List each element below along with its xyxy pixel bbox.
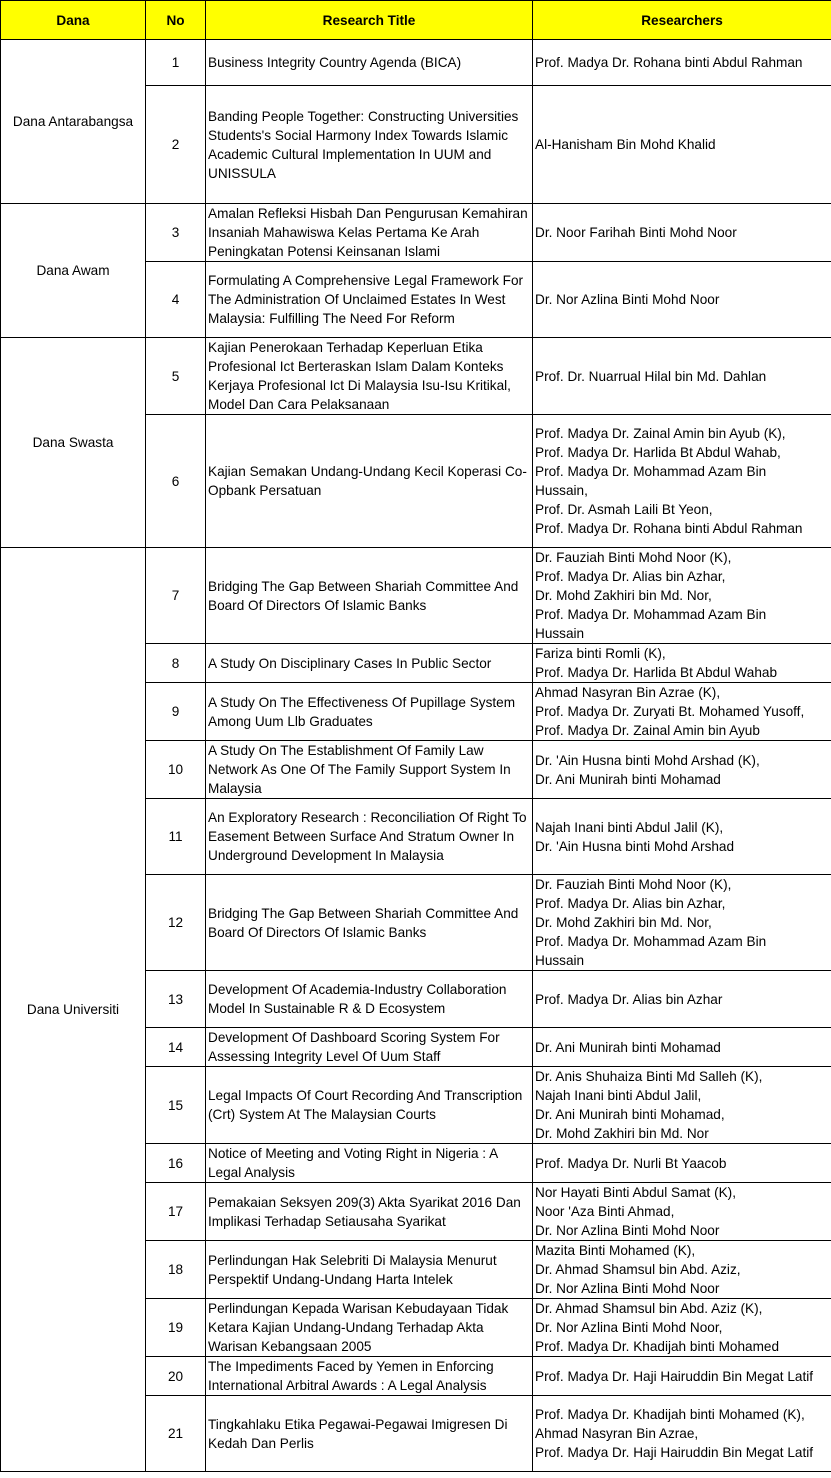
row-number-cell: 15 bbox=[146, 1067, 206, 1144]
row-number-cell: 8 bbox=[146, 644, 206, 683]
researchers-cell bbox=[533, 683, 831, 741]
researcher-name: Prof. Madya Dr. Alias bin Azhar, bbox=[535, 896, 726, 911]
table-row bbox=[1, 40, 831, 86]
researcher-name: Dr. Fauziah Binti Mohd Noor (K), bbox=[535, 550, 732, 565]
researcher-name: Prof. Madya Dr. Zainal Amin bin Ayub bbox=[535, 723, 760, 738]
row-number-cell: 17 bbox=[146, 1183, 206, 1241]
researcher-name: Mazita Binti Mohamed (K), bbox=[535, 1243, 696, 1258]
dana-cell: Dana Universiti bbox=[1, 548, 146, 1472]
research-title-cell: A Study On The Establishment Of Family Law Network As One Of The Family Support System In Malaysia bbox=[206, 741, 533, 799]
researcher-name: Dr. Mohd Zakhiri bin Md. Nor, bbox=[535, 915, 712, 930]
researcher-name: Dr. Fauziah Binti Mohd Noor (K), bbox=[535, 877, 732, 892]
researcher-name: Dr. Ani Munirah binti Mohamad, bbox=[535, 1107, 725, 1122]
research-title-cell: Banding People Together: Constructing Universities Students's Social Harmony Index Towards Islamic Academic Cultural Implementation In UUM and UNISSULA bbox=[206, 86, 533, 204]
researcher-name: Prof. Madya Dr. Khadijah binti Mohamed (K), bbox=[535, 1407, 805, 1422]
row-number-cell: 14 bbox=[146, 1028, 206, 1067]
researcher-name: Dr. 'Ain Husna binti Mohd Arshad bbox=[535, 838, 735, 854]
researcher-name: Prof. Madya Dr. Nurli Bt Yaacob bbox=[535, 1155, 727, 1171]
researcher-name: Prof. Dr. Nuarrual Hilal bin Md. Dahlan bbox=[535, 368, 767, 384]
researcher-name: Prof. Madya Dr. Rohana binti Abdul Rahman bbox=[535, 521, 803, 536]
researchers-cell bbox=[533, 1299, 831, 1357]
row-number-cell: 10 bbox=[146, 741, 206, 799]
research-title-cell: Notice of Meeting and Voting Right in Nigeria : A Legal Analysis bbox=[206, 1144, 533, 1183]
dana-cell: Dana Antarabangsa bbox=[1, 40, 146, 204]
research-title-cell: Formulating A Comprehensive Legal Framework For The Administration Of Unclaimed Estates In West Malaysia: Fulfilling The Need For Reform bbox=[206, 262, 533, 338]
research-title-cell: An Exploratory Research : Reconciliation Of Right To Easement Between Surface And Stratum Owner In Underground Development In Malaysia bbox=[206, 799, 533, 875]
researchers-cell bbox=[533, 1067, 831, 1144]
researcher-name: Dr. Nor Azlina Binti Mohd Noor bbox=[535, 1281, 720, 1296]
research-title-cell: Legal Impacts Of Court Recording And Transcription (Crt) System At The Malaysian Courts bbox=[206, 1067, 533, 1144]
table-row bbox=[1, 548, 831, 644]
research-title-cell: Amalan Refleksi Hisbah Dan Pengurusan Kemahiran Insaniah Mahawiswa Kelas Pertama Ke Arah Peningkatan Potensi Keinsanan Islami bbox=[206, 204, 533, 262]
researcher-name: Ahmad Nasyran Bin Azrae (K), bbox=[535, 685, 721, 700]
row-number-cell: 6 bbox=[146, 415, 206, 548]
header-dana: Dana bbox=[1, 1, 146, 40]
research-title-cell: Bridging The Gap Between Shariah Committee And Board Of Directors Of Islamic Banks bbox=[206, 548, 533, 644]
researcher-name: Dr. 'Ain Husna binti Mohd Arshad (K), bbox=[535, 752, 760, 768]
research-title-cell: Perlindungan Hak Selebriti Di Malaysia Menurut Perspektif Undang-Undang Harta Intelek bbox=[206, 1241, 533, 1299]
dana-cell: Dana Swasta bbox=[1, 338, 146, 548]
research-title-cell: Kajian Semakan Undang-Undang Kecil Koperasi Co-Opbank Persatuan bbox=[206, 415, 533, 548]
header-row bbox=[1, 1, 831, 40]
researcher-name: Hussain, bbox=[535, 483, 588, 498]
researcher-name: Dr. Ahmad Shamsul bin Abd. Aziz, bbox=[535, 1262, 741, 1277]
researchers-cell bbox=[533, 1357, 831, 1396]
research-title-cell: Pemakaian Seksyen 209(3) Akta Syarikat 2016 Dan Implikasi Terhadap Setiausaha Syarikat bbox=[206, 1183, 533, 1241]
row-number-cell: 19 bbox=[146, 1299, 206, 1357]
researchers-cell bbox=[533, 86, 831, 204]
researcher-name: Najah Inani binti Abdul Jalil, bbox=[535, 1088, 702, 1103]
row-number-cell: 1 bbox=[146, 40, 206, 86]
researchers-cell bbox=[533, 875, 831, 971]
researcher-name: Hussain bbox=[535, 626, 585, 641]
researchers-cell bbox=[533, 40, 831, 86]
table-body bbox=[1, 40, 831, 1472]
researcher-name: Prof. Madya Dr. Haji Hairuddin Bin Megat Latif bbox=[535, 1368, 814, 1384]
researcher-name: Prof. Madya Dr. Alias bin Azhar, bbox=[535, 569, 726, 584]
header-no: No bbox=[146, 1, 206, 40]
researchers-cell bbox=[533, 338, 831, 415]
row-number-cell: 18 bbox=[146, 1241, 206, 1299]
row-number-cell: 3 bbox=[146, 204, 206, 262]
row-number-cell: 16 bbox=[146, 1144, 206, 1183]
research-title-cell: The Impediments Faced by Yemen in Enforcing International Arbitral Awards : A Legal Analysis bbox=[206, 1357, 533, 1396]
researcher-name: Dr. Noor Farihah Binti Mohd Noor bbox=[535, 225, 737, 240]
research-title-cell: Tingkahlaku Etika Pegawai-Pegawai Imigresen Di Kedah Dan Perlis bbox=[206, 1396, 533, 1472]
researcher-name: Dr. Mohd Zakhiri bin Md. Nor, bbox=[535, 588, 712, 603]
researchers-cell bbox=[533, 741, 831, 799]
research-title-cell: Development Of Dashboard Scoring System For Assessing Integrity Level Of Uum Staff bbox=[206, 1028, 533, 1067]
researcher-name: Prof. Dr. Asmah Laili Bt Yeon, bbox=[535, 502, 713, 517]
researcher-name: Prof. Madya Dr. Harlida Bt Abdul Wahab bbox=[535, 665, 778, 680]
researchers-cell bbox=[533, 415, 831, 548]
researchers-cell bbox=[533, 204, 831, 262]
table-row bbox=[1, 338, 831, 415]
row-number-cell: 12 bbox=[146, 875, 206, 971]
researcher-name: Prof. Madya Dr. Zuryati Bt. Mohamed Yusoff, bbox=[535, 704, 805, 719]
researcher-name: Dr. Nor Azlina Binti Mohd Noor, bbox=[535, 1320, 723, 1335]
researchers-cell bbox=[533, 644, 831, 683]
researchers-cell bbox=[533, 1028, 831, 1067]
research-title-cell: Perlindungan Kepada Warisan Kebudayaan Tidak Ketara Kajian Undang-Undang Terhadap Akta Warisan Kebangsaan 2005 bbox=[206, 1299, 533, 1357]
dana-cell: Dana Awam bbox=[1, 204, 146, 338]
researcher-name: Prof. Madya Dr. Haji Hairuddin Bin Megat Latif bbox=[535, 1445, 814, 1460]
row-number-cell: 4 bbox=[146, 262, 206, 338]
research-title-cell: Bridging The Gap Between Shariah Committee And Board Of Directors Of Islamic Banks bbox=[206, 875, 533, 971]
researcher-name: Dr. Nor Azlina Binti Mohd Noor bbox=[535, 1223, 720, 1238]
researchers-cell bbox=[533, 799, 831, 875]
researcher-name: Fariza binti Romli (K), bbox=[535, 646, 666, 661]
research-title-cell: Kajian Penerokaan Terhadap Keperluan Etika Profesional Ict Berteraskan Islam Dalam Konteks Kerjaya Profesional Ict Di Malaysia Isu-Isu Kritikal, Model Dan Cara Pelaksanaan bbox=[206, 338, 533, 415]
researcher-name: Dr. Ani Munirah binti Mohamad bbox=[535, 1039, 721, 1055]
researchers-cell bbox=[533, 1396, 831, 1472]
row-number-cell: 2 bbox=[146, 86, 206, 204]
researcher-name: Hussain bbox=[535, 953, 585, 968]
research-title-cell: A Study On Disciplinary Cases In Public Sector bbox=[206, 644, 533, 683]
row-number-cell: 11 bbox=[146, 799, 206, 875]
researcher-name: Nor Hayati Binti Abdul Samat (K), bbox=[535, 1185, 736, 1200]
researcher-name: Dr. Ani Munirah binti Mohamad bbox=[535, 771, 721, 787]
researchers-cell bbox=[533, 262, 831, 338]
researchers-cell bbox=[533, 1144, 831, 1183]
researchers-cell bbox=[533, 548, 831, 644]
research-title-cell: A Study On The Effectiveness Of Pupillage System Among Uum Llb Graduates bbox=[206, 683, 533, 741]
row-number-cell: 13 bbox=[146, 971, 206, 1028]
researchers-cell bbox=[533, 1241, 831, 1299]
table-row bbox=[1, 204, 831, 262]
header-research-title: Research Title bbox=[206, 1, 533, 40]
row-number-cell: 9 bbox=[146, 683, 206, 741]
researcher-name: Prof. Madya Dr. Mohammad Azam Bin bbox=[535, 934, 767, 949]
row-number-cell: 20 bbox=[146, 1357, 206, 1396]
row-number-cell: 21 bbox=[146, 1396, 206, 1472]
researchers-cell bbox=[533, 1183, 831, 1241]
researcher-name: Prof. Madya Dr. Mohammad Azam Bin bbox=[535, 464, 767, 479]
header-researchers: Researchers bbox=[533, 1, 831, 40]
researcher-name: Prof. Madya Dr. Zainal Amin bin Ayub (K), bbox=[535, 426, 786, 441]
researcher-name: Prof. Madya Dr. Khadijah binti Mohamed bbox=[535, 1339, 780, 1354]
researcher-name: Prof. Madya Dr. Harlida Bt Abdul Wahab, bbox=[535, 445, 781, 460]
researcher-name: Dr. Anis Shuhaiza Binti Md Salleh (K), bbox=[535, 1069, 763, 1084]
row-number-cell: 5 bbox=[146, 338, 206, 415]
researcher-name: Ahmad Nasyran Bin Azrae, bbox=[535, 1426, 699, 1441]
researcher-name: Al-Hanisham Bin Mohd Khalid bbox=[535, 137, 716, 152]
researcher-name: Prof. Madya Dr. Mohammad Azam Bin bbox=[535, 607, 767, 622]
research-title-cell: Development Of Academia-Industry Collaboration Model In Sustainable R & D Ecosystem bbox=[206, 971, 533, 1028]
researcher-name: Dr. Mohd Zakhiri bin Md. Nor bbox=[535, 1126, 709, 1141]
researcher-name: Prof. Madya Dr. Rohana binti Abdul Rahman bbox=[535, 55, 803, 70]
researcher-name: Noor 'Aza Binti Ahmad, bbox=[535, 1204, 675, 1219]
researcher-name: Dr. Ahmad Shamsul bin Abd. Aziz (K), bbox=[535, 1301, 763, 1316]
researcher-name: Najah Inani binti Abdul Jalil (K), bbox=[535, 819, 724, 835]
researcher-name: Dr. Nor Azlina Binti Mohd Noor bbox=[535, 292, 720, 307]
research-title-cell: Business Integrity Country Agenda (BICA) bbox=[206, 40, 533, 86]
researchers-cell bbox=[533, 971, 831, 1028]
researcher-name: Prof. Madya Dr. Alias bin Azhar bbox=[535, 991, 723, 1007]
row-number-cell: 7 bbox=[146, 548, 206, 644]
